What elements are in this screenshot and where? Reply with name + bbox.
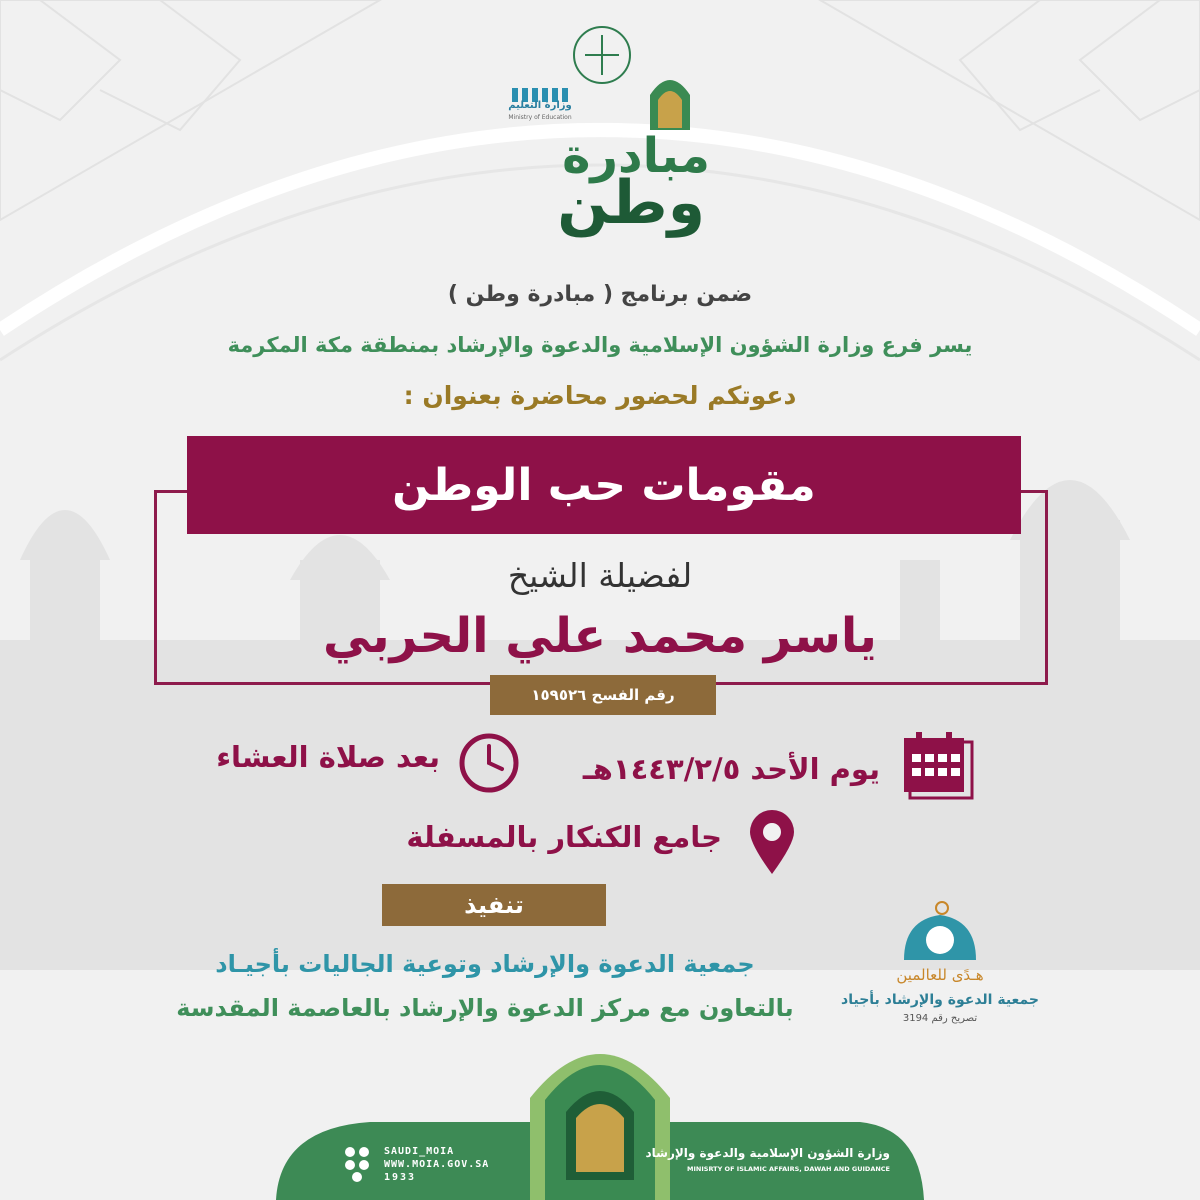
speaker-prefix: لفضيلة الشيخ <box>507 556 693 595</box>
youtube-icon <box>359 1160 369 1170</box>
partner-logo-name: هـدًى للعالمين <box>896 966 984 984</box>
host-line: يسر فرع وزارة الشؤون الإسلامية والدعوة والإرشاد بمنطقة مكة المكرمة <box>227 333 973 357</box>
initiative-wordmark-line1: مبادرة <box>562 128 710 184</box>
cooperation-line: بالتعاون مع مركز الدعوة والإرشاد بالعاصمة المقدسة <box>176 994 794 1022</box>
event-time: بعد صلاة العشاء <box>216 740 440 774</box>
social-icons <box>340 1146 380 1182</box>
initiative-wordmark-line2: وطن <box>557 168 705 238</box>
moe-name-ar: وزارة التعليم <box>508 100 572 111</box>
twitter-icon <box>345 1160 355 1170</box>
footer-ministry-ar: وزارة الشؤون الإسلامية والدعوة والإرشاد <box>645 1146 890 1160</box>
partner-association: جمعية الدعوة والإرشاد بأجياد <box>841 992 1039 1008</box>
moe-name-en: Ministry of Education <box>508 114 572 121</box>
footer-ministry-en: MINISRTY OF ISLAMIC AFFAIRS, DAWAH AND GUIDANCE <box>687 1165 890 1173</box>
event-date: يوم الأحد ١٤٤٣/٢/٥هـ <box>582 752 880 786</box>
program-line: ضمن برنامج ( مبادرة وطن ) <box>447 282 753 307</box>
location-pin-icon <box>748 810 796 876</box>
permit-number: رقم الفسح ١٥٩٥٢٦ <box>531 686 675 704</box>
execution-label: تنفيذ <box>464 891 524 919</box>
clock-icon <box>458 732 520 794</box>
invite-line: دعوتكم لحضور محاضرة بعنوان : <box>403 381 797 410</box>
facebook-icon <box>352 1172 362 1182</box>
execution-badge <box>382 884 606 926</box>
footer-handle[interactable]: SAUDI_MOIA <box>384 1146 455 1157</box>
organizer-name: جمعية الدعوة والإرشاد وتوعية الجاليات بأجيـاد <box>215 950 755 978</box>
instagram-icon <box>345 1147 355 1157</box>
speaker-name: ياسر محمد علي الحربي <box>323 608 877 664</box>
moia-emblem-small <box>650 80 690 130</box>
partner-license: تصريح رقم 3194 <box>902 1013 978 1024</box>
title-banner <box>187 436 1021 534</box>
footer-website[interactable]: WWW.MOIA.GOV.SA <box>384 1159 490 1170</box>
saudi-emblem <box>574 27 630 83</box>
permit-badge <box>490 675 716 715</box>
event-venue: جامع الكنكار بالمسفلة <box>406 820 722 854</box>
lecture-title: مقومات حب الوطن <box>392 459 816 511</box>
footer-hotline: 1933 <box>384 1172 417 1183</box>
calendar-icon <box>902 732 974 800</box>
snapchat-icon <box>359 1147 369 1157</box>
